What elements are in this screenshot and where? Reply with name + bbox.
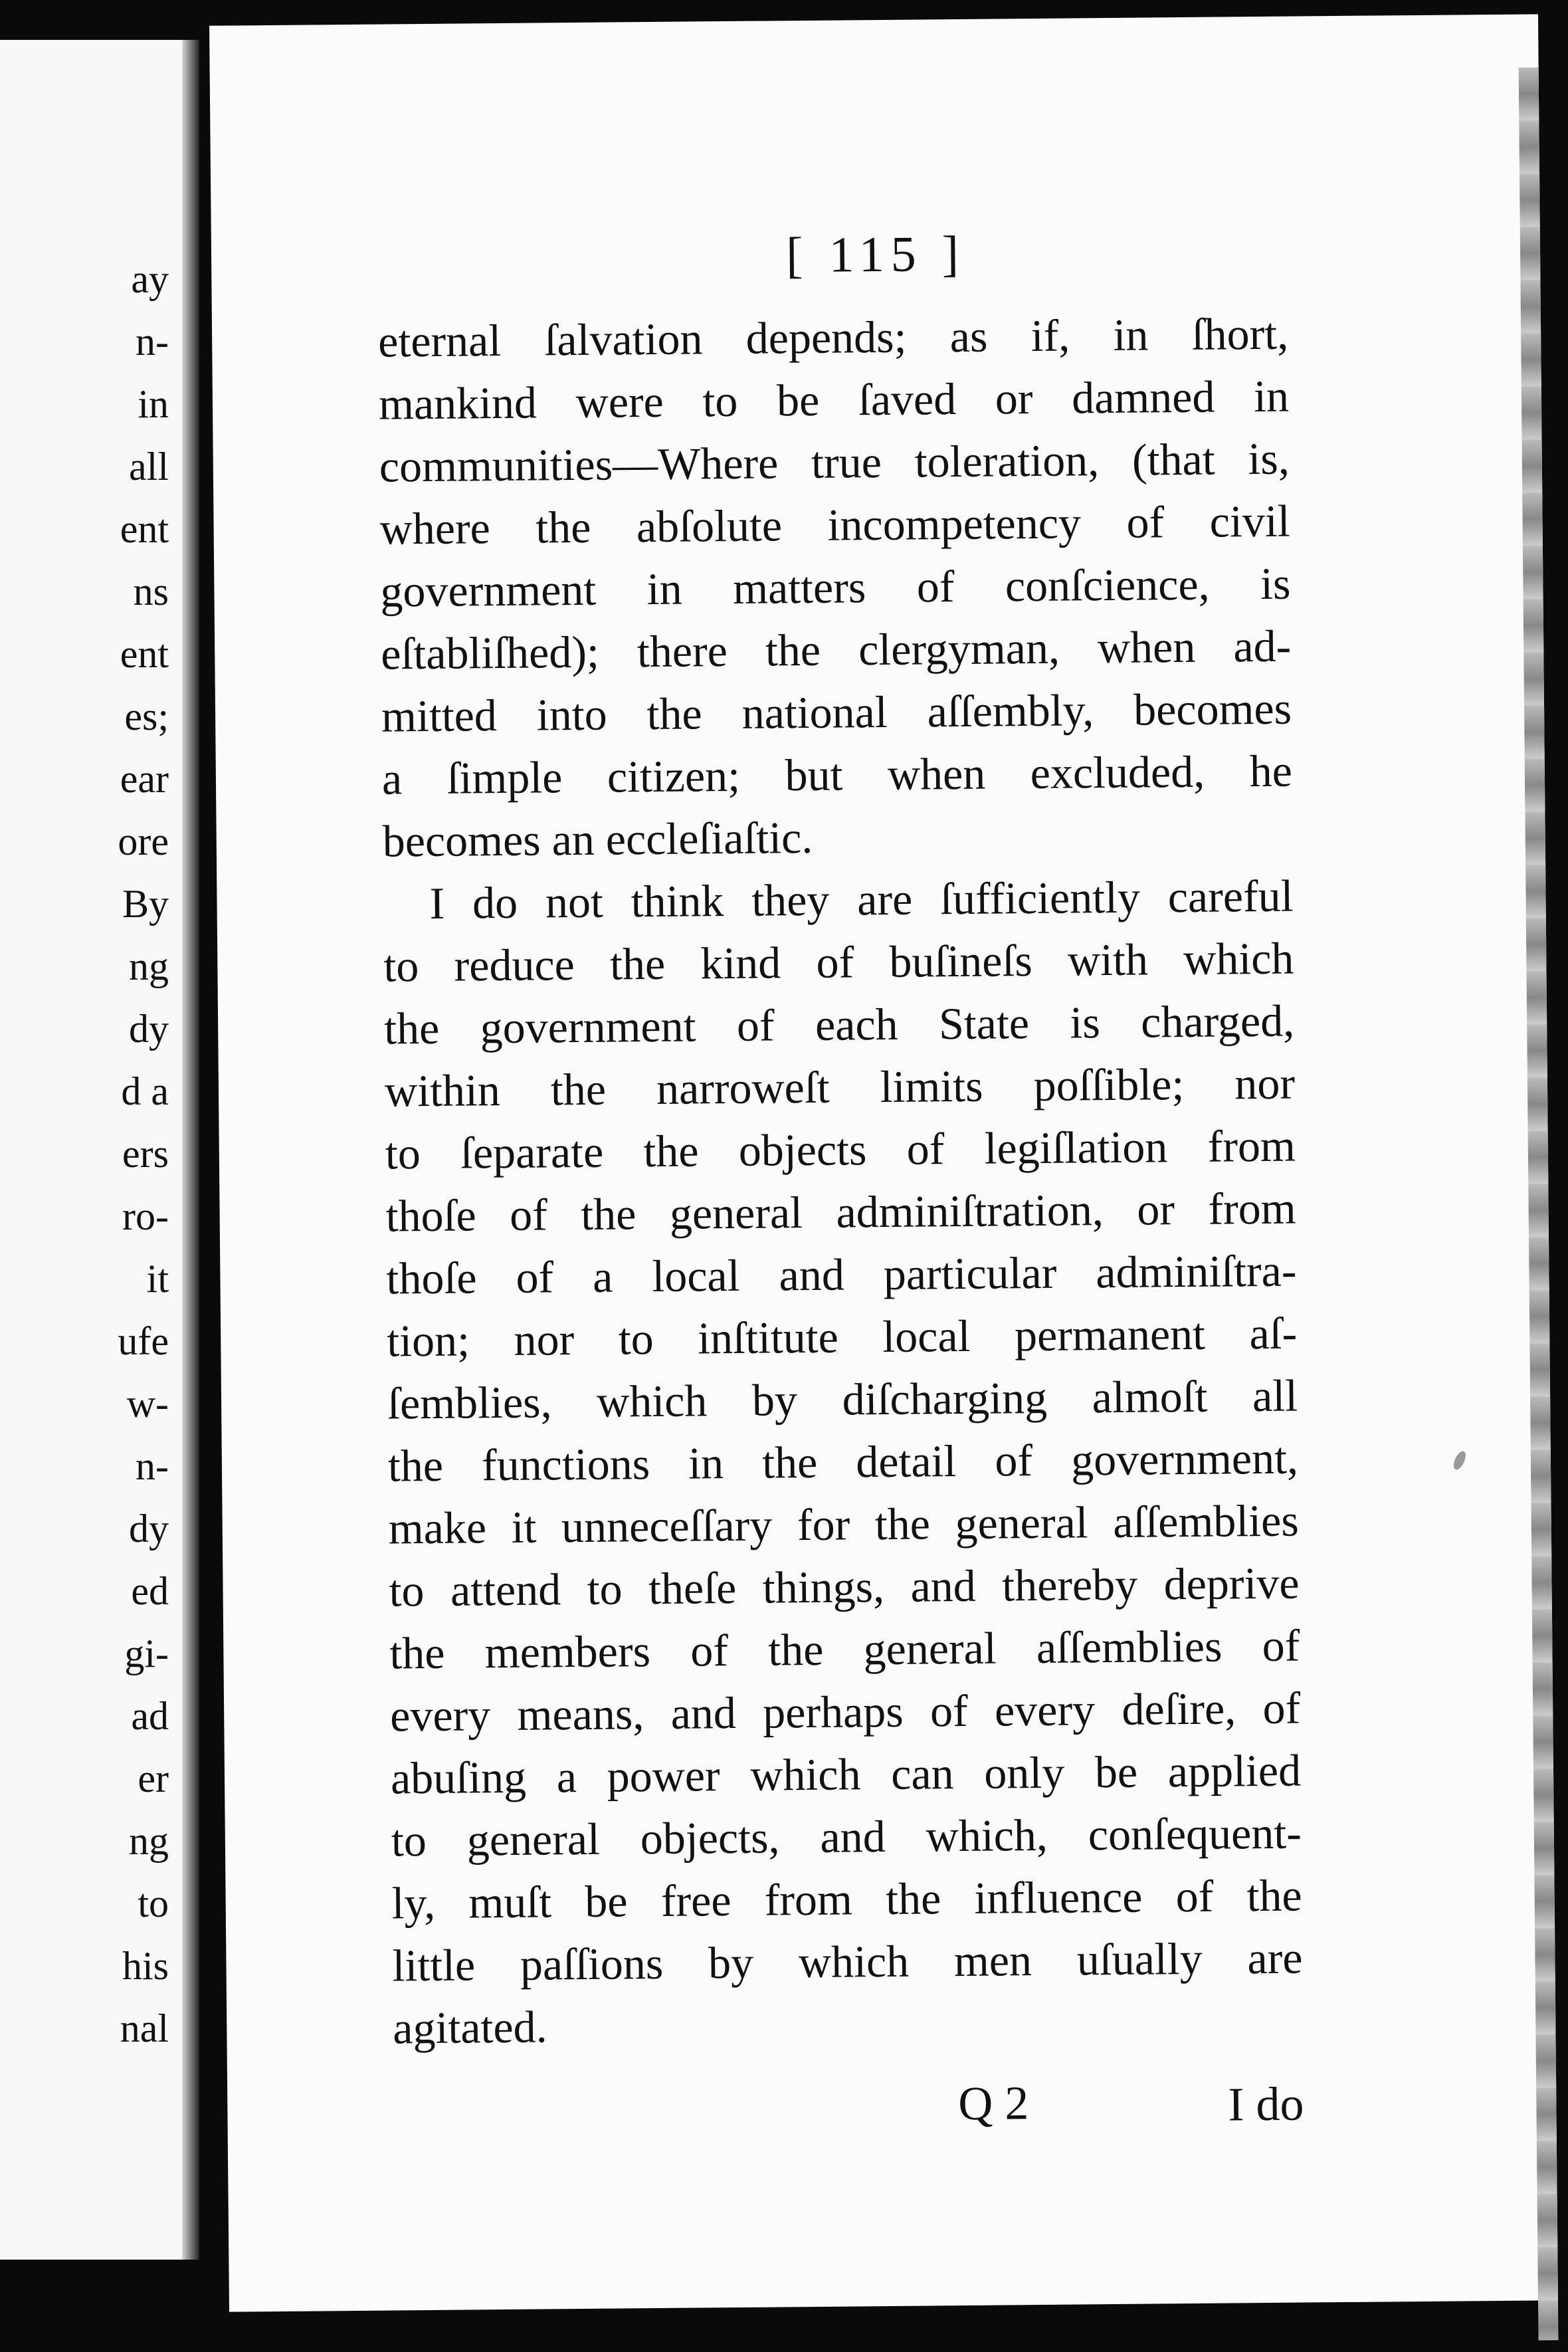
left-page-line: dy	[129, 1007, 169, 1051]
left-page-line: er	[138, 1757, 169, 1800]
text-line: little paſſions by which men uſually are	[392, 1932, 1303, 1991]
left-page-line: ng	[129, 944, 169, 988]
text-line: the functions in the detail of government,	[387, 1432, 1299, 1491]
left-page-line: to	[138, 1881, 169, 1925]
left-page-line: it	[146, 1257, 169, 1301]
left-page-line: ed	[131, 1569, 169, 1613]
catchword: I do	[1228, 2077, 1304, 2131]
text-line: to attend to theſe things, and thereby deprive	[389, 1557, 1300, 1616]
text-line: thoſe of the general adminiſtration, or from	[385, 1182, 1296, 1241]
left-page-fragment	[0, 40, 199, 2260]
left-page-line: ent	[120, 632, 169, 676]
text-line: eternal ſalvation depends; as if, in ſhort,	[377, 308, 1289, 367]
left-page-line: ear	[120, 757, 169, 801]
text-line: the members of the general aſſemblies of	[389, 1620, 1300, 1679]
text-line: tion; nor to inſtitute local permanent aſ-	[386, 1307, 1298, 1366]
left-page-line: dy	[129, 1507, 169, 1550]
book-page	[209, 14, 1558, 2311]
text-line: make it unneceſſary for the general aſſemblies	[388, 1495, 1300, 1554]
text-line: the government of each State is charged,	[383, 995, 1295, 1054]
text-line: where the abſolute incompetency of civil	[379, 495, 1290, 554]
text-line: communities—Where true toleration, (that is,	[379, 433, 1290, 492]
left-page-line: w-	[126, 1382, 169, 1426]
text-line: thoſe of a local and particular adminiſtra-	[386, 1245, 1297, 1304]
page-edge	[1519, 67, 1559, 2340]
left-page-line: d a	[121, 1069, 169, 1113]
text-line: ſemblies, which by diſcharging almoſt all	[387, 1370, 1298, 1429]
left-page-line: his	[122, 1944, 169, 1988]
text-line: a ſimple citizen; but when excluded, he	[381, 745, 1293, 804]
left-page-line: all	[129, 445, 169, 488]
text-line: becomes an eccleſiaſtic.	[382, 811, 813, 867]
text-line: within the narroweſt limits poſſible; nor	[384, 1057, 1296, 1117]
left-page-line: n-	[136, 1444, 169, 1488]
left-page-line: By	[122, 882, 169, 926]
left-page-line: nal	[120, 2006, 169, 2050]
text-line: government in matters of conſcience, is	[380, 558, 1291, 617]
left-page-line: ro-	[122, 1194, 169, 1238]
left-page-line: ore	[118, 819, 169, 863]
text-line: I do not think they are ſufficiently careful	[429, 870, 1294, 928]
left-page-line: ng	[129, 1819, 169, 1863]
page-number: [ 115 ]	[785, 225, 966, 284]
left-page-line: es;	[124, 695, 169, 738]
body-text	[378, 302, 1304, 2060]
text-line: to reduce the kind of buſineſs with which	[383, 932, 1294, 992]
left-page-line: ay	[131, 257, 169, 301]
left-page-line: ns	[133, 570, 169, 613]
left-page-line: n-	[136, 320, 169, 364]
text-line: eſtabliſhed); there the clergyman, when ad-	[380, 620, 1292, 679]
left-page-line: gi-	[124, 1632, 169, 1675]
text-line: to general objects, and which, conſequent-	[391, 1807, 1302, 1866]
text-line: mankind were to be ſaved or damned in	[378, 370, 1290, 429]
left-page-line: ufe	[118, 1319, 169, 1363]
left-page-line: ad	[131, 1694, 169, 1738]
left-page-line: ers	[122, 1132, 169, 1176]
text-line: to ſeparate the objects of legiſlation from	[385, 1120, 1296, 1179]
text-line: mitted into the national aſſembly, becomes	[381, 683, 1292, 742]
left-page-line: in	[138, 382, 169, 426]
text-line: agitated.	[392, 2001, 547, 2054]
signature-mark: Q 2	[958, 2076, 1029, 2131]
ink-smudge	[1451, 1449, 1468, 1471]
text-line: every means, and perhaps of every deſire, of	[389, 1682, 1301, 1741]
left-page-line: ent	[120, 507, 169, 551]
text-line: abuſing a power which can only be applied	[390, 1745, 1302, 1804]
text-line: ly, muſt be free from the influence of the	[391, 1870, 1302, 1929]
